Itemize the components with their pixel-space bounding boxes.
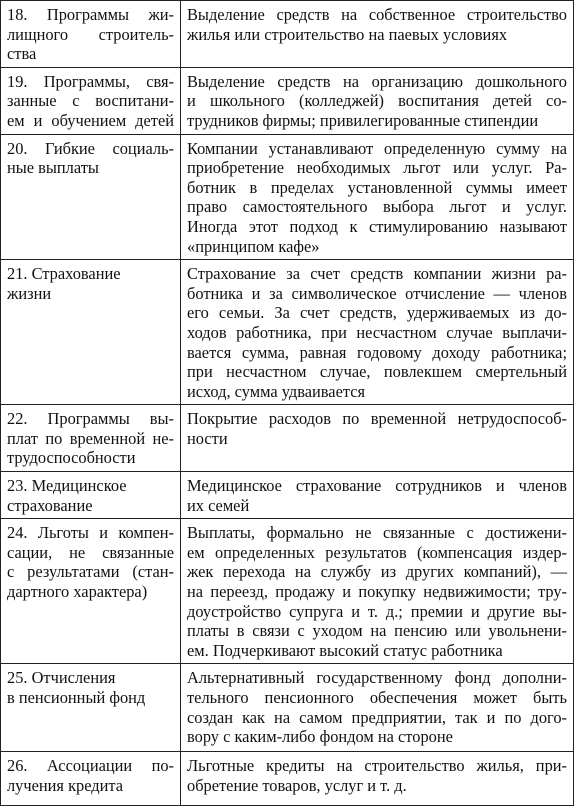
benefit-name-line: ства [7,44,37,64]
benefit-name-cell [1,260,181,405]
benefit-description-line: ходов работника, при несчастном случае выплачи- [187,322,567,342]
benefit-description-line: ботник в пределах установленной суммы имеет [187,177,567,197]
table-row [1,664,574,752]
benefit-description-line: Альтернативный государственному фонд дополни- [187,668,567,688]
benefit-description-cell [181,752,574,806]
benefit-description-line: тельного пенсионного обеспечения может быть [187,688,567,707]
table-row [1,752,574,806]
benefit-description-cell [181,134,574,260]
benefit-name-line: ем и обучением детей [7,110,174,130]
benefit-description-line: «принципом кафе» [187,236,320,256]
benefit-name-line: плат по временной не- [7,428,174,448]
benefit-name-line: ные выплаты [7,158,99,178]
benefit-description-line: доустройство супруга и т. д.; премии и другие вы- [187,601,567,621]
benefit-description-line: Компании устанавливают определенную сумму на [187,138,567,158]
benefit-description-line: создан как на самом предприятии, так и по дого- [187,707,567,727]
benefit-description-line: вается сумма, равная годовому доходу работника; [187,342,567,362]
benefit-description-line: жилья или строительство на паевых условиях [187,24,508,44]
benefit-name-line: в пенсионный фонд [7,688,146,707]
table-row [1,519,574,664]
benefit-name-line: занные с воспитани- [7,91,174,111]
table-row [1,260,574,405]
benefit-name-line: трудоспособности [7,448,136,468]
benefit-name-cell [1,664,181,752]
table-row [1,405,574,472]
benefit-description-cell [181,405,574,472]
benefit-description-cell [181,519,574,664]
benefit-description-line: право самостоятельного выбора льгот и услуг. [187,197,567,217]
benefit-description-line: Выделение средств на организацию дошкольного [187,71,567,91]
benefit-name-line: жизни [7,283,52,303]
benefit-description-line: и школьного (колледжей) воспитания детей со- [187,91,567,111]
benefit-description-line: Иногда этот подход к стимулированию называют [187,216,567,236]
benefit-description-line: жек перехода на службу из других компаний), — [187,562,567,582]
benefit-description-line: приобретение необходимых льгот или услуг. Ра- [187,158,567,178]
benefit-name-line: с результатами (стан- [7,562,174,582]
benefit-description-cell [181,67,574,134]
benefit-description-line: исход, сумма удваивается [187,381,366,401]
benefit-name-line: 18. Программы жи- [7,5,174,24]
benefit-name-line: лищного строитель- [7,24,174,44]
benefit-description-line: при несчастном случае, повлекшем смертельный [187,362,567,382]
benefit-description-line: ем определенных результатов (компенсация издер- [187,542,567,562]
benefit-name-line: 23. Медицинское [7,476,127,496]
benefit-name-line: 20. Гибкие социаль- [7,138,174,158]
benefit-name-line: сации, не связанные [7,542,174,562]
benefit-description-line: Медицинское страхование сотрудников и членов [187,476,567,496]
benefit-name-line: 19. Программы, свя- [7,71,174,91]
benefit-description-line: его семьи. За счет средств, удерживаемых из до- [187,303,567,323]
benefit-description-line: их семей [187,495,250,515]
benefit-name-cell [1,519,181,664]
benefit-description-cell [181,664,574,752]
benefit-description-cell [181,1,574,68]
benefit-description-cell [181,472,574,519]
benefit-name-line: лучения кредита [7,776,124,795]
table-row [1,134,574,260]
benefit-description-line: Льготные кредиты на строительство жилья, при- [187,756,567,776]
benefit-description-line: платы в связи с уходом на пенсию или увольнени- [187,621,567,641]
benefit-description-line: ем. Подчеркивают высокий статус работника [187,640,503,660]
benefit-description-line: ности [187,428,228,448]
benefit-name-line: страхование [7,495,93,515]
benefit-name-line: 25. Отчисления [7,668,116,688]
table-row [1,1,574,68]
benefit-description-line: Покрытие расходов по временной нетрудоспособ- [187,409,567,429]
benefit-description-line: Страхование за счет средств компании жизни ра- [187,264,567,284]
benefits-table-body [1,1,574,806]
benefit-description-line: трудников фирмы; привилегированные стипендии [187,110,539,130]
benefit-name-line: 21. Страхование [7,264,121,284]
benefit-name-line: 22. Программы вы- [7,409,174,429]
benefit-name-cell [1,67,181,134]
benefit-description-line: ботника и за символическое отчисление — членов [187,283,567,303]
benefit-description-line: вору с каким-либо фондом на стороне [187,727,453,747]
benefit-description-line: обретение товаров, услуг и т. д. [187,776,407,795]
benefit-name-cell [1,472,181,519]
benefit-name-line: дартного характера) [7,582,148,602]
benefit-name-line: 24. Льготы и компен- [7,523,174,543]
benefit-description-line: Выделение средств на собственное строительство [187,5,567,24]
benefit-name-cell [1,752,181,806]
benefit-description-line: на переезд, продажу и покупку недвижимости; тру- [187,582,567,602]
benefit-description-line: Выплаты, формально не связанные с достижени- [187,523,567,543]
benefit-name-cell [1,1,181,68]
benefit-description-cell [181,260,574,405]
benefit-name-cell [1,405,181,472]
table-row [1,472,574,519]
benefit-name-cell [1,134,181,260]
benefit-name-line: 26. Ассоциации по- [7,756,174,776]
table-row [1,67,574,134]
